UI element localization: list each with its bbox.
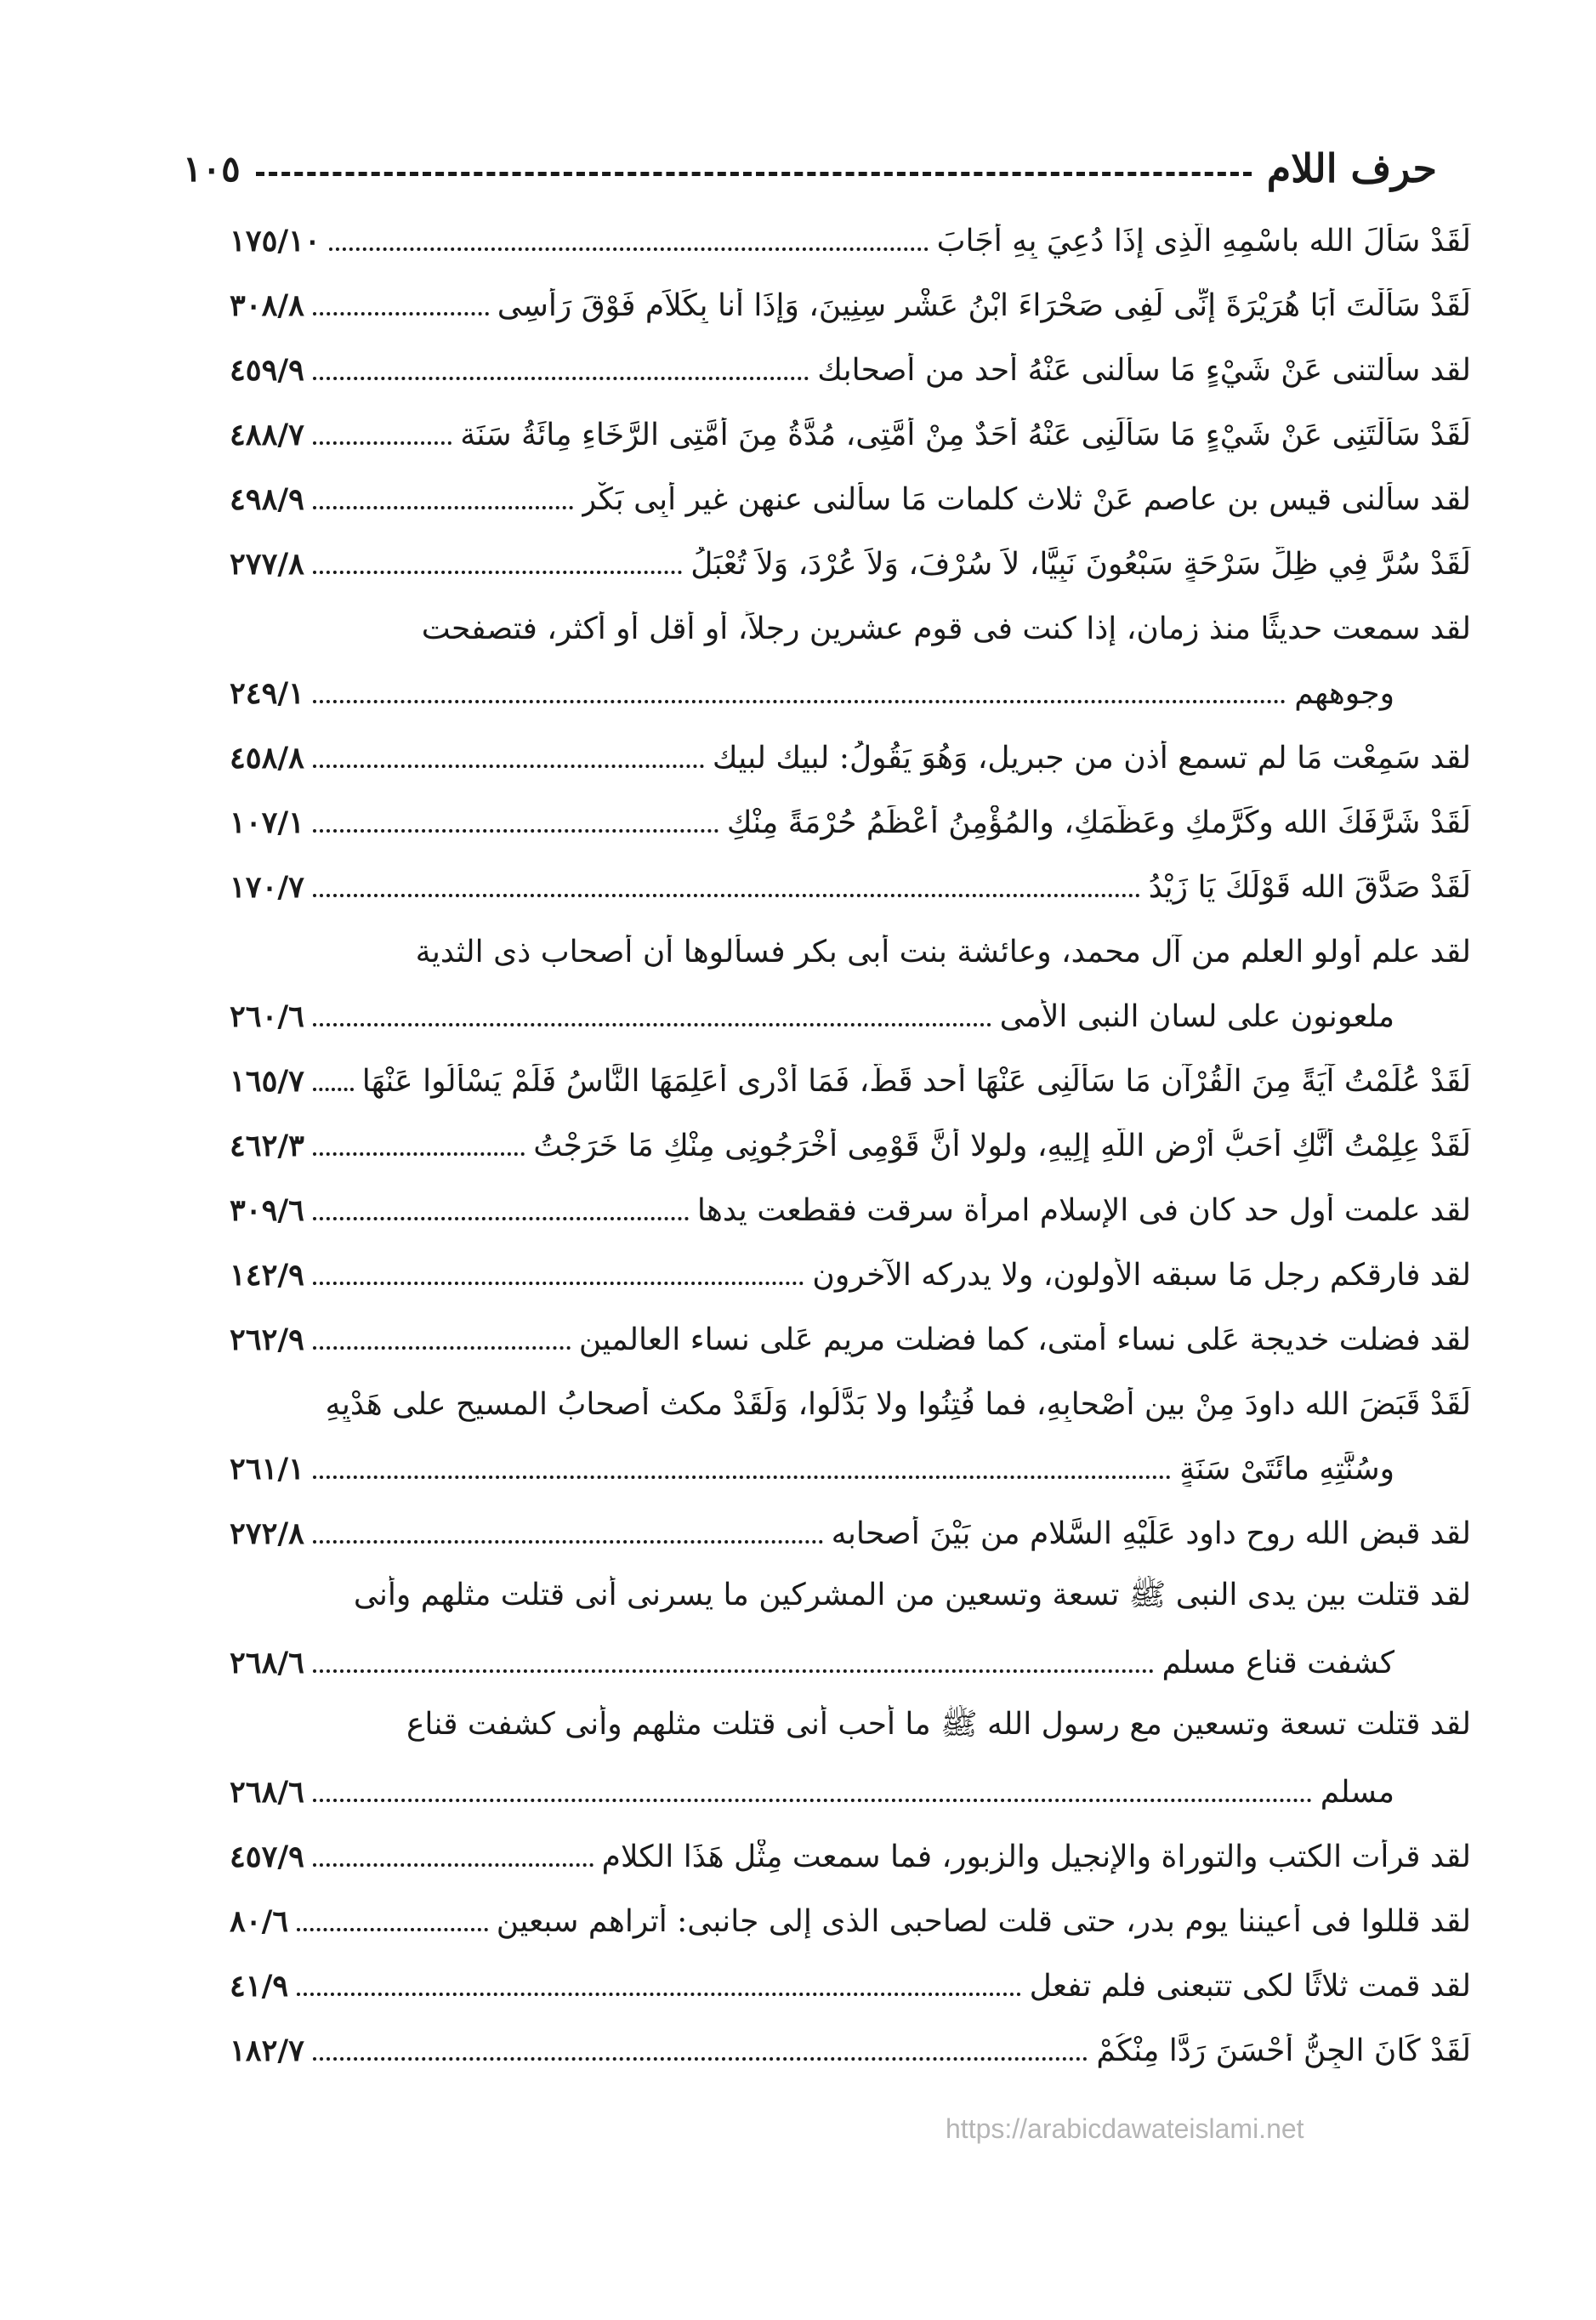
entry-line	[230, 273, 1471, 338]
entry-line	[230, 725, 1471, 790]
entry-line	[230, 402, 1471, 467]
index-entry	[230, 790, 1471, 855]
entry-reference: ٢٤٩/١	[230, 675, 304, 711]
watermark-url: https://arabicdawateislami.net	[946, 2113, 1304, 2144]
entry-reference: ٢٦١/١	[230, 1451, 304, 1487]
entry-text: لقد قبض الله روح داود عَلَيْهِ السَّلام من بَيْنَ أصحابه	[831, 1515, 1471, 1551]
dot-leader	[297, 1993, 1020, 1996]
index-entry	[230, 532, 1471, 596]
dot-leader	[313, 1540, 823, 1544]
entry-text: لَقَدْ سَأَلَ الله باسْمِهِ الَّذِى إِذَا دُعِيَ بِهِ أَجَابَ	[936, 223, 1471, 259]
dot-leader	[313, 571, 682, 574]
entry-reference: ١٤٢/٩	[230, 1257, 304, 1293]
entry-line	[230, 1566, 1471, 1630]
entry-line	[230, 790, 1471, 855]
index-entry	[230, 1501, 1471, 1566]
index-entry	[230, 208, 1471, 273]
entry-reference: ٢٧٢/٨	[230, 1515, 304, 1551]
index-entry	[230, 1889, 1471, 1953]
entry-text: لَقَدْ سَأَلْتَنِى عَنْ شَيْءٍ مَا سَأَلَنِى عَنْهُ أَحَدٌ مِنْ أُمَّتِى، مُدَّةُ مِنَ أُمَّتِى الرَّخَاءِ مِائَةُ سَنَة	[460, 417, 1471, 452]
dot-leader	[313, 506, 573, 509]
dot-leader	[313, 2057, 1088, 2061]
entry-text: لقد علمت أول حد كان فى الإسلام امرأة سرقت فقطعت يدها	[696, 1192, 1471, 1228]
entry-reference: ٤٨٨/٧	[230, 417, 304, 452]
entry-line	[230, 1501, 1471, 1566]
entry-line	[230, 1824, 1471, 1889]
index-entry	[230, 467, 1471, 532]
index-entry	[230, 1242, 1471, 1307]
entry-line	[230, 467, 1471, 532]
dot-leader	[313, 312, 489, 316]
entry-line	[230, 1049, 1471, 1113]
entry-line	[230, 2018, 1471, 2083]
entry-reference: ١٨٢/٧	[230, 2033, 304, 2068]
page-number: ١٠٥	[183, 147, 241, 190]
index-entry	[230, 1372, 1471, 1501]
entry-text-continued: وجوههم	[1294, 675, 1394, 711]
entry-text: لَقَدْ سَأَلْتَ أَبَا هُرَيْرَةَ إِنِّى لَفِى صَحْرَاءَ ابْنُ عَشْرِ سِنِينَ، وَإِذَا أَنا بِكَلاَمٍ فَوْقَ رَأْسِى	[497, 287, 1471, 323]
dot-leader	[313, 377, 809, 380]
entry-text-continued: وسُنَّتِهِ مائَتَىْ سَنَةٍ	[1179, 1451, 1394, 1487]
header-rule	[256, 172, 1252, 176]
entry-reference: ٣٠٩/٦	[230, 1192, 304, 1228]
entry-reference: ٢٦٢/٩	[230, 1322, 304, 1357]
index-entries	[230, 208, 1471, 2083]
dot-leader	[297, 1928, 488, 1931]
entry-continuation-line	[230, 661, 1471, 725]
dot-leader	[313, 1476, 1171, 1479]
index-entry	[230, 273, 1471, 338]
index-entry	[230, 919, 1471, 1049]
entry-reference: ٨٠/٦	[230, 1903, 289, 1939]
entry-text-continued: مسلم	[1320, 1774, 1394, 1810]
entry-text: لقد سألتنى عَنْ شَيْءٍ مَا سألنى عَنْهُ أحد من أصحابك	[817, 352, 1471, 388]
entry-text: لَقَدْ سُرَّ فِي ظِلِّ سَرْحَةٍ سَبْعُونَ نَبِيًّا، لاَ سُرْفَ، وَلاَ عُرْدَ، وَلاَ تُعْبَلُ	[690, 546, 1471, 582]
entry-reference: ٢٦٠/٦	[230, 998, 304, 1034]
entry-text: لَقَدْ شَرَّفَكَ الله وكَرَّمكِ وعَظَّمَكِ، والمُؤْمِنُ أَعْظَمُ حُرْمَةً مِنْكِ	[726, 805, 1471, 840]
dot-leader	[313, 1669, 1154, 1673]
entry-text: لقد قللوا فى أعيننا يوم بدر، حتى قلت لصاحبى الذى إلى جانبى: أتراهم سبعين	[496, 1903, 1471, 1939]
entry-reference: ٤٦٢/٣	[230, 1128, 304, 1163]
entry-continuation-line	[230, 1630, 1471, 1695]
dot-leader	[313, 1088, 354, 1091]
dot-leader	[313, 894, 1140, 897]
entry-reference: ٤١/٩	[230, 1968, 289, 2004]
entry-reference: ٢٦٨/٦	[230, 1645, 304, 1680]
entry-line	[230, 855, 1471, 919]
index-entry	[230, 596, 1471, 725]
entry-text: لقد فضلت خديجة عَلى نساء أمتى، كما فضلت مريم عَلى نساء العالمين	[578, 1322, 1471, 1357]
entry-reference: ٤٥٧/٩	[230, 1839, 304, 1874]
index-entry	[230, 1307, 1471, 1372]
entry-text: لقد علم أولو العلم من آل محمد، وعائشة بنت أبى بكر فسألوها أن أصحاب ذى الثدية	[415, 934, 1471, 970]
dot-leader	[313, 1799, 1312, 1802]
entry-line	[230, 1372, 1471, 1436]
dot-leader	[313, 700, 1286, 703]
entry-text: لَقَدْ صَدَّقَ الله قَوْلَكَ يَا زَيْدُ	[1148, 869, 1471, 905]
entry-reference: ٤٩٨/٩	[230, 481, 304, 517]
entry-text-continued: ملعونون على لسان النبى الأمى	[999, 998, 1394, 1034]
entry-text: لقد قتلت بين يدى النبى ﷺ تسعة وتسعين من المشركين ما يسرنى أنى قتلت مثلهم وأنى	[353, 1578, 1471, 1612]
entry-reference: ١٦٥/٧	[230, 1063, 304, 1099]
entry-line	[230, 1178, 1471, 1242]
entry-text: لقد سمعت حديثًا منذ زمان، إذا كنت فى قوم عشرين رجلاً، أو أقل أو أكثر، فتصفحت	[421, 611, 1471, 646]
entry-line	[230, 919, 1471, 984]
entry-line	[230, 208, 1471, 273]
entry-text: لَقَدْ عِلِمْتُ أَنَّكِ أَحَبُّ أَرْضِ اللَّهِ إِلِيهِ، ولولا أَنَّ قَوْمِى أَخْرَجُونِى مِنْكِ مَا خَرَجْتُ	[533, 1128, 1471, 1163]
index-entry	[230, 1049, 1471, 1113]
entry-reference: ١٠٧/١	[230, 805, 304, 840]
entry-text: لقد سَمِعْت مَا لم تسمع أذن من جبريل، وَهُوَ يَقُولُ: لبيك لبيك	[712, 740, 1471, 776]
entry-line	[230, 1307, 1471, 1372]
entry-line	[230, 1695, 1471, 1760]
entry-line	[230, 338, 1471, 402]
dot-leader	[313, 1217, 689, 1220]
entry-text: لَقَدْ كَانَ الجِنُّ أَحْسَنَ رَدًّا مِنْكُمْ	[1096, 2033, 1471, 2068]
entry-line	[230, 532, 1471, 596]
entry-continuation-line	[230, 1436, 1471, 1501]
entry-reference: ٤٥٨/٨	[230, 740, 304, 776]
entry-reference: ٣٠٨/٨	[230, 287, 304, 323]
entry-reference: ٤٥٩/٩	[230, 352, 304, 388]
entry-continuation-line	[230, 984, 1471, 1049]
entry-line	[230, 596, 1471, 661]
section-title: حرف اللام	[1266, 145, 1437, 191]
page-header	[183, 143, 1437, 194]
entry-text-continued: كشفت قناع مسلم	[1162, 1645, 1394, 1680]
dot-leader	[313, 1152, 525, 1156]
dot-leader	[313, 765, 704, 768]
index-entry	[230, 1178, 1471, 1242]
entry-reference: ١٧٠/٧	[230, 869, 304, 905]
index-entry	[230, 338, 1471, 402]
entry-text: لَقَدْ عُلِّمْتُ آيَةً مِنَ الْقُرْآنِ مَا سَأَلَنِى عَنْهَا أحد قَطُّ، فَمَا أَدْرِى أَعَلِمَهَا النَّاسُ فَلَمْ يَسْأَلُوا عَنْهَا	[361, 1063, 1471, 1099]
index-entry	[230, 1695, 1471, 1824]
index-entry	[230, 1824, 1471, 1889]
dot-leader	[313, 829, 718, 833]
entry-text: لقد قرأت الكتب والتوراة والإنجيل والزبور، فما سمعت مِثْل هَذَا الكلام	[601, 1839, 1471, 1874]
entry-text: لقد قمت ثلاثًا لكى تتبعنى فلم تفعل	[1029, 1968, 1471, 2004]
entry-line	[230, 1242, 1471, 1307]
dot-leader	[313, 1023, 991, 1026]
dot-leader	[329, 247, 929, 251]
entry-line	[230, 1953, 1471, 2018]
entry-continuation-line	[230, 1760, 1471, 1824]
entry-reference: ١٧٥/١٠	[230, 223, 321, 259]
dot-leader	[313, 1282, 804, 1285]
entry-reference: ٢٦٨/٦	[230, 1774, 304, 1810]
index-entry	[230, 1566, 1471, 1695]
entry-text: لقد قتلت تسعة وتسعين مع رسول الله ﷺ ما أحب أنى قتلت مثلهم وأنى كشفت قناع	[406, 1707, 1471, 1742]
entry-text: لقد فارقكم رجل مَا سبقه الأولون، ولا يدركه الآخرون	[812, 1257, 1471, 1293]
index-entry	[230, 725, 1471, 790]
entry-text: لقد سألنى قيس بن عاصم عَنْ ثلاث كلمات مَا سألنى عنهن غير أَبِى بَكْرٍ	[581, 481, 1471, 517]
index-entry	[230, 2018, 1471, 2083]
index-entry	[230, 402, 1471, 467]
dot-leader	[313, 441, 452, 445]
dot-leader	[313, 1346, 571, 1350]
entry-line	[230, 1113, 1471, 1178]
index-entry	[230, 1953, 1471, 2018]
index-entry	[230, 855, 1471, 919]
entry-line	[230, 1889, 1471, 1953]
dot-leader	[313, 1863, 594, 1867]
index-entry	[230, 1113, 1471, 1178]
entry-text: لَقَدْ قَبَضَ الله داودَ مِنْ بين أَصْحابِهِ، فما فُتِنُوا ولا بَدَّلُوا، وَلَقَدْ مكث أصحابُ المسيحِ على هَدْيِهِ	[325, 1386, 1471, 1422]
entry-reference: ٢٧٧/٨	[230, 546, 304, 582]
